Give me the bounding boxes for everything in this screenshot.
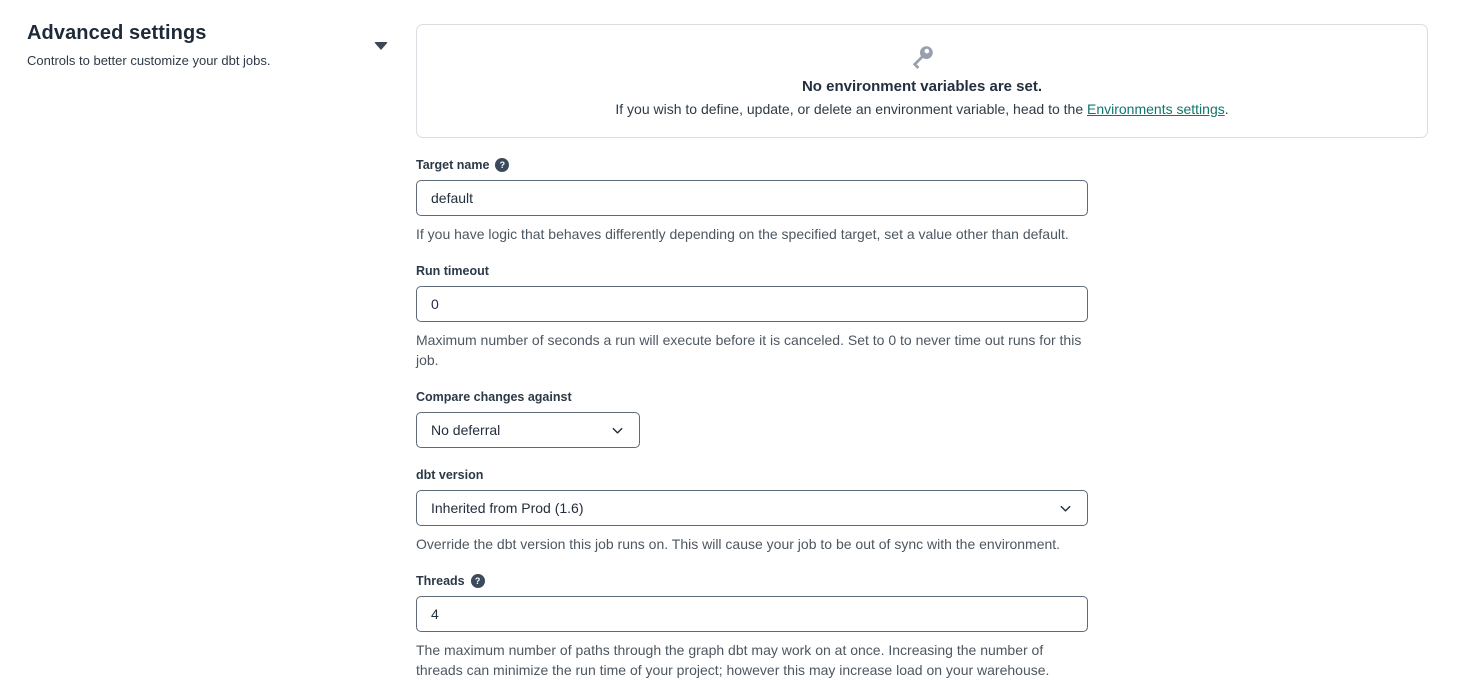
run-timeout-help-text: Maximum number of seconds a run will execute before it is canceled. Set to 0 to never time out runs for this job. — [416, 332, 1082, 368]
run-timeout-label: Run timeout — [416, 264, 489, 278]
caret-down-icon — [374, 42, 388, 50]
compare-changes-selected-value: No deferral — [431, 422, 501, 438]
field-dbt-version — [416, 468, 1088, 554]
field-threads — [416, 574, 1088, 680]
target-name-input[interactable] — [416, 180, 1088, 216]
compare-changes-label: Compare changes against — [416, 390, 572, 404]
run-timeout-label-row — [416, 264, 1088, 278]
section-header-text — [27, 22, 271, 68]
target-name-help-text: If you have logic that behaves differently depending on the specified target, set a value other than default. — [416, 226, 1069, 242]
env-banner-message — [615, 101, 1228, 117]
page-subtitle: Controls to better customize your dbt jobs. — [27, 53, 271, 68]
compare-changes-select[interactable] — [416, 412, 640, 448]
dbt-version-label-row — [416, 468, 1088, 482]
env-variables-empty-banner — [416, 24, 1428, 138]
settings-form — [416, 22, 1428, 680]
threads-label-row — [416, 574, 1088, 588]
dbt-version-help-text: Override the dbt version this job runs on. This will cause your job to be out of sync with the environment. — [416, 536, 1061, 552]
collapse-section-button[interactable] — [370, 38, 392, 54]
target-name-help-icon[interactable]: ? — [495, 158, 509, 172]
page-title: Advanced settings — [27, 22, 207, 44]
env-banner-title: No environment variables are set. — [801, 78, 1043, 95]
field-target-name — [416, 158, 1088, 244]
run-timeout-input[interactable] — [416, 286, 1088, 322]
threads-label: Threads — [416, 574, 465, 588]
field-compare-changes — [416, 390, 1088, 448]
chevron-down-icon — [610, 423, 625, 438]
threads-help-text: The maximum number of paths through the graph dbt may work on at once. Increasing the number of threads can minimize the run time of your project; however this may increase load on your warehouse. — [416, 642, 1050, 678]
env-banner-message-prefix: If you wish to define, update, or delete an environment variable, head to the — [615, 101, 1087, 117]
dbt-version-select[interactable] — [416, 490, 1088, 526]
dbt-version-selected-value: Inherited from Prod (1.6) — [431, 500, 584, 516]
chevron-down-icon — [1058, 501, 1073, 516]
environments-settings-link[interactable]: Environments settings — [1087, 101, 1225, 117]
field-run-timeout — [416, 264, 1088, 370]
dbt-version-label: dbt version — [416, 468, 484, 482]
key-icon — [908, 43, 936, 71]
target-name-label: Target name — [416, 158, 490, 172]
threads-help-icon[interactable]: ? — [471, 574, 485, 588]
target-name-label-row — [416, 158, 1088, 172]
compare-changes-label-row — [416, 390, 1088, 404]
threads-input[interactable] — [416, 596, 1088, 632]
env-banner-message-suffix: . — [1224, 101, 1229, 117]
section-header — [27, 22, 416, 680]
